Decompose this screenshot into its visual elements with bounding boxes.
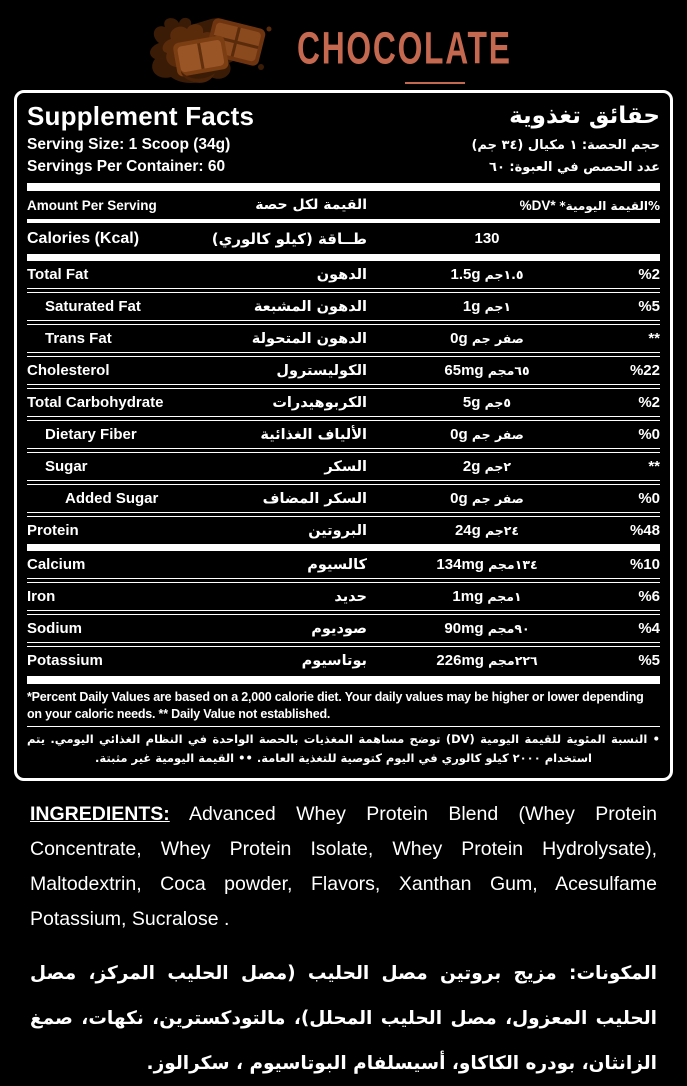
footnote-ar: • النسبة المئوية للقيمة اليومية (DV) توضح مساهمة المغذيات بالحصة الواحدة في النظام الغذائي اليومي. يتم استخدام ٢٠٠٠ كيلو كالوري في اليوم كتوصية للتغذية العامة. •• القيمة اليومية غير مثبتة. — [27, 726, 660, 768]
nutrient-dv: %22 — [629, 362, 660, 379]
amount-en: 0g — [450, 426, 468, 443]
amount-ar: ٢٤جم — [484, 523, 520, 538]
amount-en: 226mg — [436, 652, 484, 669]
amount-ar: صفر جم — [471, 491, 524, 506]
amount-ar: صفر جم — [471, 331, 524, 346]
servings-per-container-row — [27, 158, 660, 176]
calories-name-ar: طــاقة (كيلو كالوري) — [211, 229, 367, 248]
table-row-total-fat — [27, 261, 660, 288]
table-row-sodium — [27, 615, 660, 642]
nutrient-dv: ** — [648, 458, 660, 475]
header-dv — [367, 198, 660, 213]
amount-ar: ١٣٤مجم — [488, 557, 538, 572]
table-row-trans-fat — [27, 325, 660, 352]
amount-en: 90mg — [444, 620, 484, 637]
amount-en: 5g — [462, 394, 481, 411]
nutrient-name-en: Cholesterol — [27, 362, 110, 379]
nutrient-dv: %2 — [638, 394, 660, 411]
amount-en: 0g — [450, 330, 468, 347]
ingredients-label-en: INGREDIENTS: — [30, 803, 170, 825]
panel-title-ar: حقائق تغذوية — [509, 103, 660, 129]
serving-size-en: Serving Size: 1 Scoop (34g) — [27, 136, 231, 153]
amount-en: 0g — [450, 490, 468, 507]
amount-en: 1mg — [452, 588, 484, 605]
nutrient-name-ar: الدهون المشبعة — [253, 298, 367, 315]
panel-title-row — [27, 101, 660, 132]
nutrient-dv: ** — [648, 330, 660, 347]
table-row-dietary-fiber — [27, 421, 660, 448]
nutrient-amount — [367, 426, 607, 443]
nutrient-dv: %10 — [629, 556, 660, 573]
nutrient-name-en: Iron — [27, 588, 56, 605]
nutrient-name-en: Trans Fat — [45, 330, 112, 347]
footnote-en: *Percent Daily Values are based on a 2,000 calorie diet. Your daily values may be higher or lower depending on your caloric needs. ** Daily Value not established. — [27, 690, 644, 721]
nutrient-name-en: Sodium — [27, 620, 82, 637]
table-row-cholesterol — [27, 357, 660, 384]
calories-amount: 130 — [474, 230, 500, 247]
table-row-protein — [27, 517, 660, 544]
nutrient-name-en: Saturated Fat — [45, 298, 141, 315]
calories-name-en: Calories (Kcal) — [27, 229, 140, 247]
nutrient-dv: %6 — [638, 588, 660, 605]
header-amount-en: Amount Per Serving — [27, 197, 157, 213]
nutrient-name-ar: الدهون المتحولة — [251, 330, 367, 347]
amount-ar: ٦٥مجم — [487, 363, 530, 378]
nutrient-name-en: Potassium — [27, 652, 103, 669]
amount-ar: ٥جم — [484, 395, 512, 410]
table-row-iron — [27, 583, 660, 610]
ingredients-text-ar: مزيج بروتين مصل الحليب (مصل الحليب المركز، مصل الحليب المعزول، مصل الحليب المحلل)، مالتودكسترين، نكهات، صمغ الزانثان، بودره الكاكاو، أسيسلفام البوتاسيوم ، سكرالوز. — [30, 963, 657, 1074]
nutrient-name-ar: السكر — [324, 458, 367, 475]
nutrient-name-ar: بوتاسيوم — [301, 652, 367, 669]
amount-ar: ١مجم — [487, 589, 522, 604]
amount-en: 2g — [462, 458, 481, 475]
amount-ar: ١.٥جم — [484, 267, 524, 282]
serving-size-ar: حجم الحصة: ١ مكيال (٣٤ جم) — [471, 138, 660, 153]
nutrient-name-ar: حديد — [334, 588, 367, 605]
nutrient-amount — [367, 588, 607, 605]
amount-ar: صفر جم — [471, 427, 524, 442]
nutrient-dv: %0 — [638, 490, 660, 507]
serving-size-row — [27, 136, 660, 154]
header-amount-ar: القيمة لكل حصة — [255, 197, 367, 213]
nutrient-amount — [367, 652, 607, 669]
amount-ar: ٩٠مجم — [487, 621, 530, 636]
nutrient-amount — [367, 266, 607, 283]
brand-logo — [0, 8, 687, 90]
amount-ar: ١جم — [484, 299, 512, 314]
nutrient-name-ar: صوديوم — [311, 620, 367, 637]
table-row-saturated-fat — [27, 293, 660, 320]
table-row-potassium — [27, 647, 660, 674]
nutrient-dv: %2 — [638, 266, 660, 283]
amount-en: 1.5g — [450, 266, 481, 283]
amount-ar: ٢جم — [484, 459, 512, 474]
servings-per-container-ar: عدد الحصص في العبوة: ٦٠ — [489, 160, 660, 175]
nutrient-name-ar: الدهون — [316, 266, 367, 283]
header-dv-en: %DV* — [519, 197, 556, 213]
nutrient-amount — [367, 620, 607, 637]
nutrient-name-en: Sugar — [45, 458, 88, 475]
amount-en: 65mg — [444, 362, 484, 379]
thick-divider — [27, 544, 660, 551]
servings-per-container-en: Servings Per Container: 60 — [27, 158, 226, 175]
amount-en: 24g — [454, 522, 481, 539]
thick-divider — [27, 254, 660, 261]
table-row-added-sugar — [27, 485, 660, 512]
nutrient-amount — [367, 458, 607, 475]
nutrient-name-ar: الكوليسترول — [276, 362, 367, 379]
nutrient-amount — [367, 556, 607, 573]
header-dv-ar: %القيمة اليومية* — [559, 198, 660, 213]
nutrient-dv: %0 — [638, 426, 660, 443]
ingredients-label-ar: المكونات: — [569, 963, 657, 984]
amount-en: 1g — [462, 298, 481, 315]
nutrient-name-ar: الكربوهيدرات — [272, 394, 367, 411]
nutrient-dv: %5 — [638, 652, 660, 669]
calories-row — [27, 223, 660, 254]
nutrient-name-en: Protein — [27, 522, 79, 539]
brand-name: CHOCOLATE — [296, 23, 512, 74]
nutrient-name-ar: البروتين — [308, 522, 367, 539]
nutrient-amount — [367, 522, 607, 539]
panel-title-en: Supplement Facts — [27, 101, 255, 131]
nutrient-name-en: Calcium — [27, 556, 86, 573]
nutrient-amount — [367, 330, 607, 347]
ingredients-text-en: Advanced Whey Protein Blend (Whey Protein Concentrate, Whey Protein Isolate, Whey Protein Hydrolysate), Maltodextrin, Coca powder, Flavors, Xanthan Gum, Acesulfame Potassium, Sucralose . — [30, 803, 657, 930]
nutrient-name-ar: كالسيوم — [307, 556, 367, 573]
nutrient-amount — [367, 394, 607, 411]
ingredients-paragraph-en — [30, 797, 657, 937]
table-row-calcium — [27, 551, 660, 578]
nutrient-name-ar: الألياف الغذائية — [260, 426, 367, 443]
nutrient-name-en: Total Fat — [27, 266, 89, 283]
nutrient-dv: %48 — [629, 522, 660, 539]
table-row-sugar — [27, 453, 660, 480]
nutrient-amount — [367, 490, 607, 507]
nutrient-amount — [367, 362, 607, 379]
chocolate-image — [141, 13, 291, 85]
table-header-row — [27, 191, 660, 219]
nutrient-amount — [367, 298, 607, 315]
amount-en: 134mg — [436, 556, 484, 573]
thick-divider — [27, 183, 660, 191]
brand-underline — [405, 82, 465, 84]
nutrient-name-en: Total Carbohydrate — [27, 394, 164, 411]
supplement-facts-panel — [14, 90, 673, 781]
table-row-total-carbohydrate — [27, 389, 660, 416]
amount-ar: ٢٢٦مجم — [488, 653, 538, 668]
nutrient-dv: %5 — [638, 298, 660, 315]
nutrient-dv: %4 — [638, 620, 660, 637]
nutrient-name-ar: السكر المضاف — [262, 490, 367, 507]
nutrient-name-en: Added Sugar — [65, 490, 159, 507]
thick-divider — [27, 676, 660, 684]
nutrient-name-en: Dietary Fiber — [45, 426, 137, 443]
